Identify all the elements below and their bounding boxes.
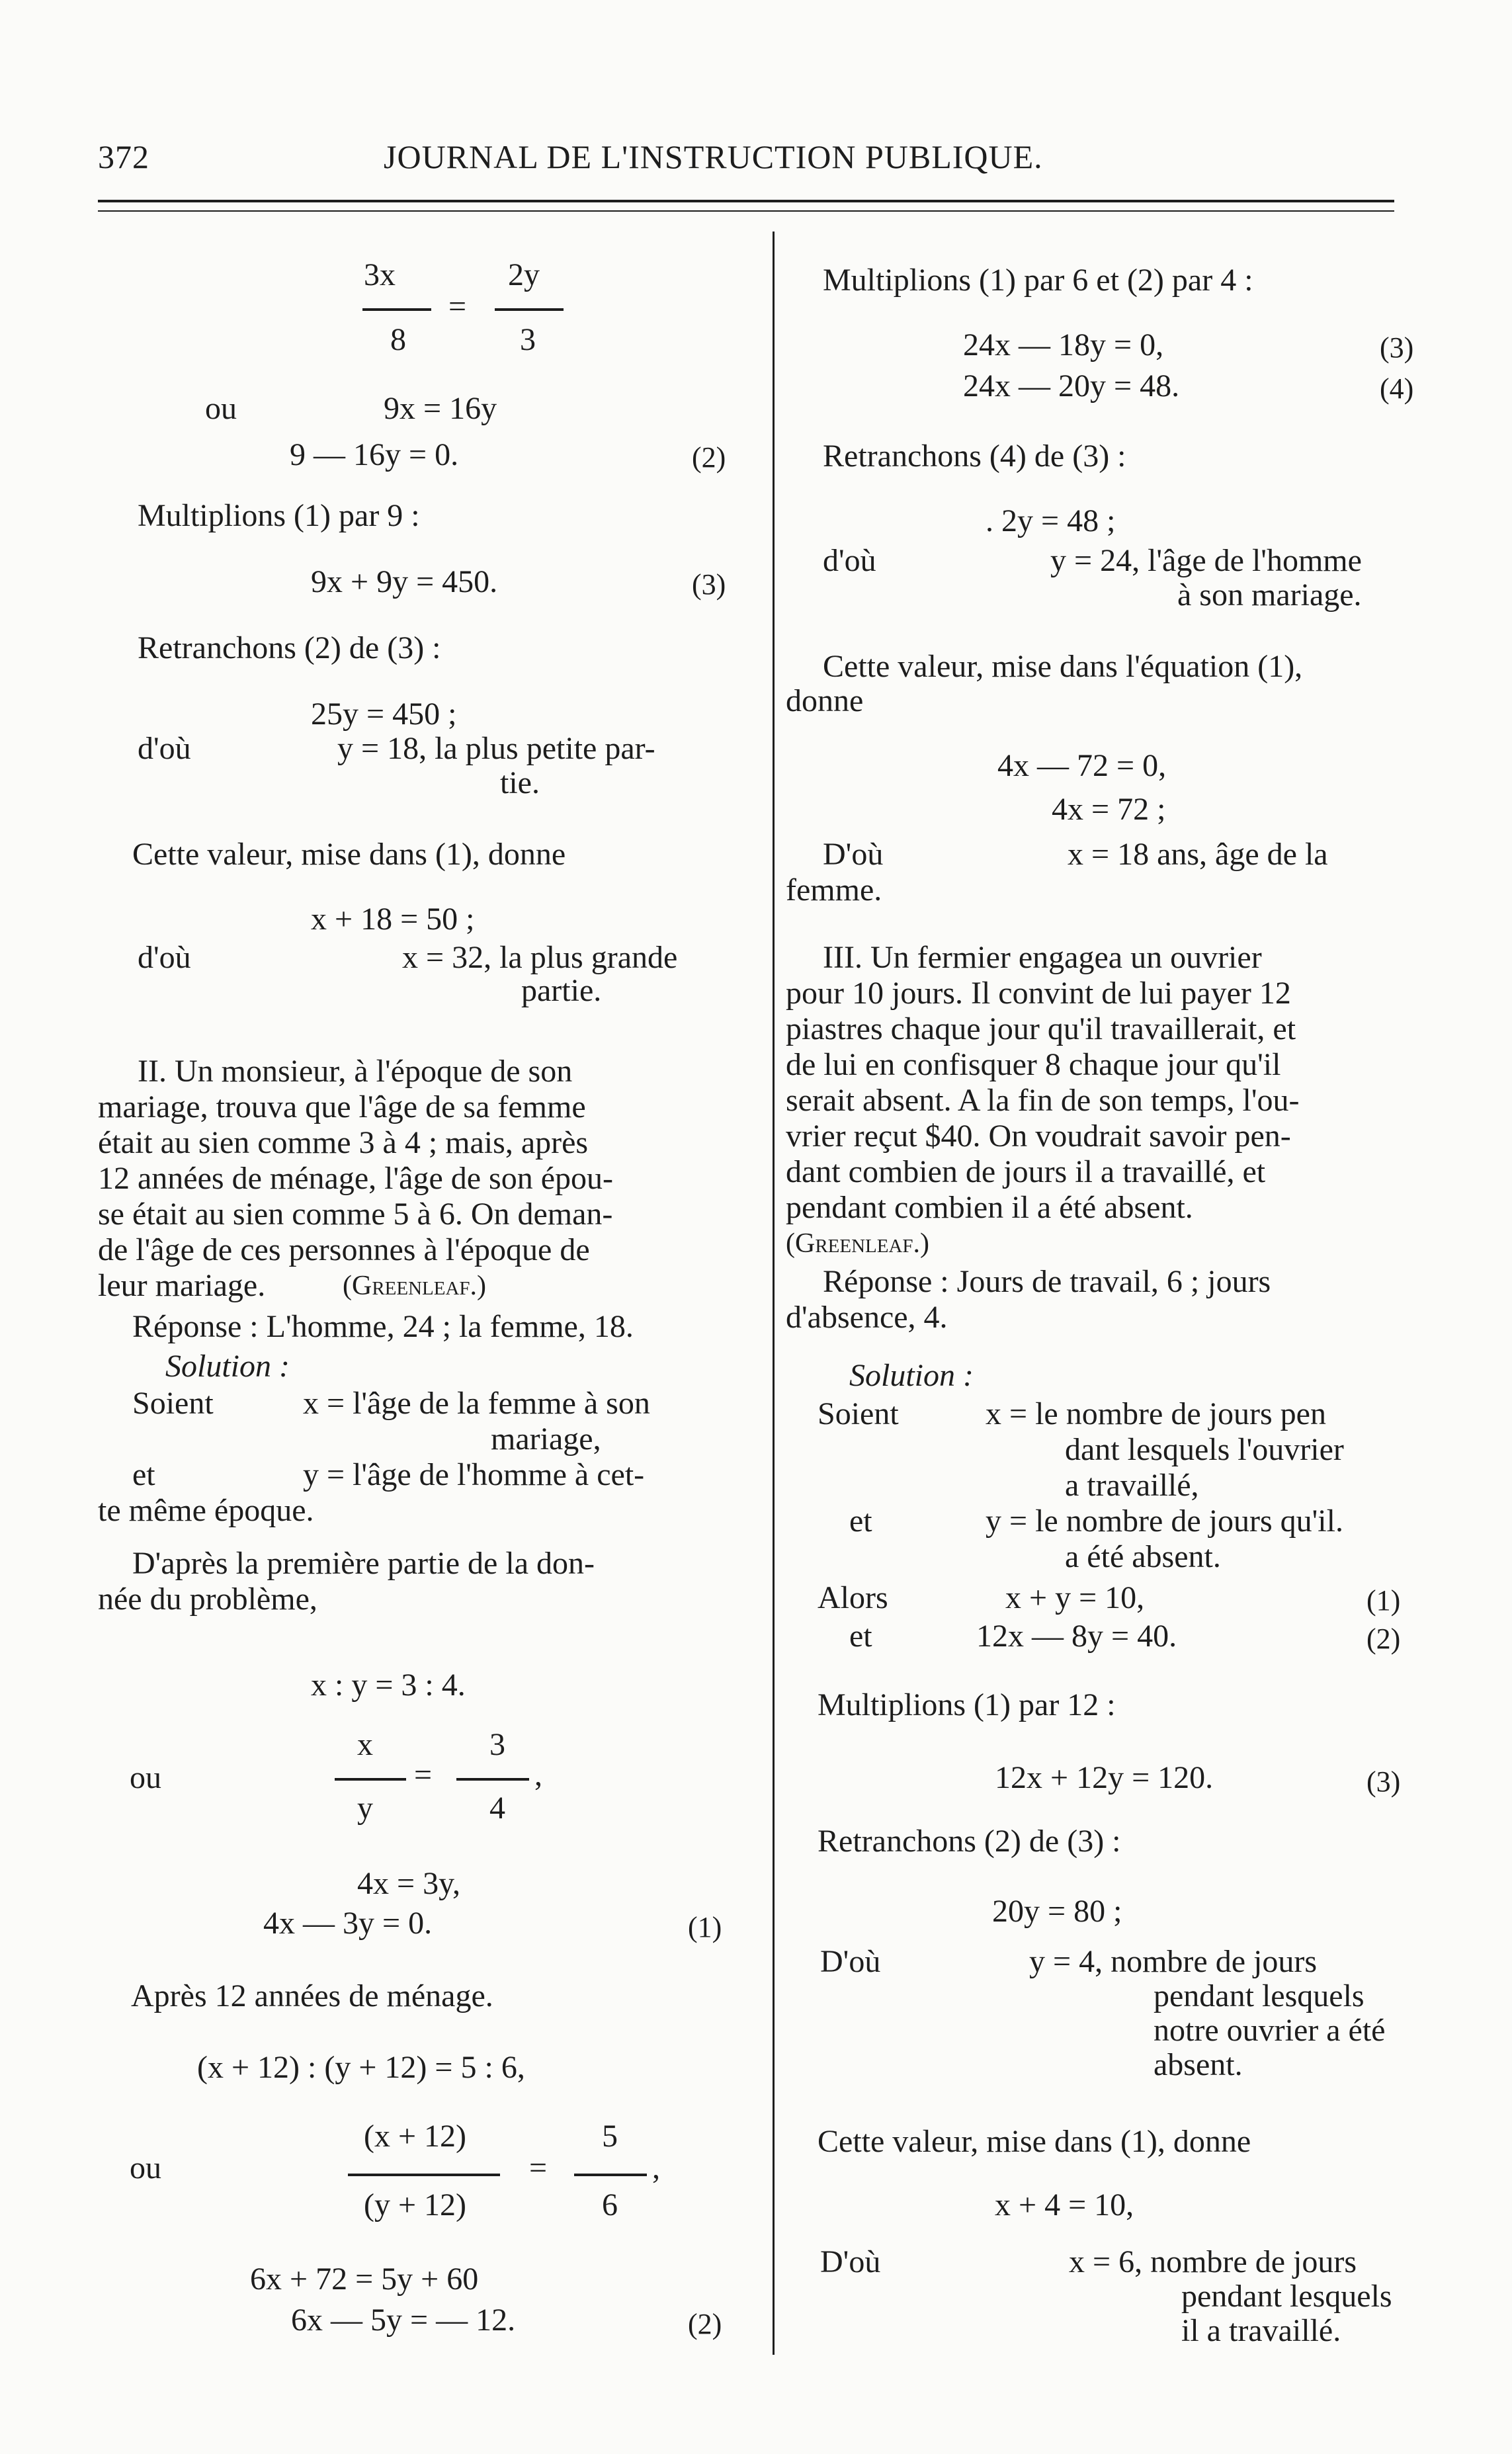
equation: x + 4 = 10, bbox=[995, 2187, 1134, 2222]
equation: y = 18, la plus petite par- bbox=[337, 731, 655, 766]
equation: 9x + 9y = 450. bbox=[311, 564, 498, 599]
dou-label: D'où bbox=[820, 2244, 881, 2279]
problem-line: se était au sien comme 5 à 6. On deman- bbox=[98, 1197, 613, 1232]
equation: x = 32, la plus grande bbox=[402, 940, 678, 975]
equation: 4x — 72 = 0, bbox=[997, 748, 1167, 783]
frac3-den-b: 6 bbox=[602, 2187, 618, 2222]
equation: 12x — 8y = 40. bbox=[976, 1619, 1177, 1654]
equation: 4x = 3y, bbox=[357, 1866, 460, 1901]
equation: pendant lesquels bbox=[1181, 2279, 1392, 2314]
equation: x + 18 = 50 ; bbox=[311, 902, 475, 937]
equation: partie. bbox=[521, 973, 602, 1008]
header-rule-thin bbox=[98, 210, 1394, 212]
dou-label: d'où bbox=[138, 940, 191, 975]
answer-line: d'absence, 4. bbox=[786, 1300, 948, 1335]
equation: x = 6, nombre de jours bbox=[1069, 2244, 1357, 2279]
journal-title: JOURNAL DE L'INSTRUCTION PUBLIQUE. bbox=[384, 138, 1043, 175]
equation: tie. bbox=[500, 765, 540, 800]
solution-heading: Solution : bbox=[849, 1358, 974, 1393]
dou-label: D'où bbox=[823, 837, 884, 872]
equation: il a travaillé. bbox=[1181, 2313, 1341, 2348]
frac2-equals: = bbox=[414, 1757, 433, 1793]
definition-line: a travaillé, bbox=[1065, 1468, 1199, 1503]
ou-label: ou bbox=[130, 1760, 161, 1795]
text-line: Après 12 années de ménage. bbox=[131, 1978, 493, 2013]
text-line: Cette valeur, mise dans (1), donne bbox=[132, 837, 566, 872]
equation-tag: (4) bbox=[1380, 372, 1414, 405]
equation: 4x — 3y = 0. bbox=[263, 1906, 433, 1941]
frac1-num-b: 2y bbox=[508, 257, 540, 292]
frac2-num-a: x bbox=[357, 1727, 373, 1762]
equation: 25y = 450 ; bbox=[311, 697, 457, 732]
text-line: donne bbox=[786, 683, 864, 718]
definition-line: y = l'âge de l'homme à cet- bbox=[303, 1457, 645, 1492]
problem-line: pour 10 jours. Il convint de lui payer 12 bbox=[786, 976, 1291, 1011]
problem-line: était au sien comme 3 à 4 ; mais, après bbox=[98, 1125, 589, 1160]
solution-heading: Solution : bbox=[165, 1349, 290, 1384]
frac3-num-a: (x + 12) bbox=[364, 2119, 467, 2154]
equation: notre ouvrier a été bbox=[1154, 2013, 1386, 2048]
equation-tag: (2) bbox=[688, 2308, 722, 2340]
frac3-bar-b bbox=[574, 2174, 647, 2176]
et-label: et bbox=[132, 1457, 155, 1492]
equation: 24x — 20y = 48. bbox=[963, 368, 1180, 403]
alors-label: Alors bbox=[818, 1580, 888, 1615]
problem-line: II. Un monsieur, à l'époque de son bbox=[138, 1054, 573, 1089]
equation: à son mariage. bbox=[1177, 577, 1362, 613]
equation-tag: (3) bbox=[1380, 331, 1414, 364]
dou-label: d'où bbox=[138, 731, 191, 766]
problem-line: de l'âge de ces personnes à l'époque de bbox=[98, 1232, 590, 1267]
equation-tag: (1) bbox=[1366, 1584, 1401, 1617]
header-rule-thick bbox=[98, 200, 1394, 202]
frac3-den-a: (y + 12) bbox=[364, 2187, 467, 2222]
dou-label: d'où bbox=[823, 543, 876, 578]
definition-line: x = l'âge de la femme à son bbox=[303, 1386, 650, 1421]
equation: absent. bbox=[1154, 2047, 1243, 2082]
definition-line: mariage, bbox=[491, 1421, 601, 1457]
soient-label: Soient bbox=[818, 1396, 899, 1431]
frac2-num-b: 3 bbox=[489, 1727, 505, 1762]
text-line: Retranchons (4) de (3) : bbox=[823, 439, 1126, 474]
equation: 9 — 16y = 0. bbox=[290, 437, 459, 472]
problem-line: serait absent. A la fin de son temps, l'ou- bbox=[786, 1083, 1300, 1118]
problem-line: 12 années de ménage, l'âge de son épou- bbox=[98, 1161, 614, 1196]
answer-line: Réponse : Jours de travail, 6 ; jours bbox=[823, 1264, 1271, 1299]
text-line: Retranchons (2) de (3) : bbox=[138, 630, 441, 665]
frac3-num-b: 5 bbox=[602, 2119, 618, 2154]
source-citation: (Greenleaf.) bbox=[786, 1228, 930, 1259]
equation: 12x + 12y = 120. bbox=[995, 1760, 1214, 1795]
frac1-den-b: 3 bbox=[520, 322, 536, 357]
text-line: Multiplions (1) par 6 et (2) par 4 : bbox=[823, 263, 1253, 298]
text-line: Cette valeur, mise dans l'équation (1), bbox=[823, 649, 1303, 684]
equation: x + y = 10, bbox=[1005, 1580, 1145, 1615]
equation-tag: (1) bbox=[688, 1911, 722, 1943]
frac1-den-a: 8 bbox=[390, 322, 406, 357]
frac1-bar-b bbox=[495, 308, 564, 311]
equation: . 2y = 48 ; bbox=[986, 503, 1116, 538]
problem-line: mariage, trouva que l'âge de sa femme bbox=[98, 1089, 586, 1124]
equation: pendant lesquels bbox=[1154, 1978, 1365, 2013]
et-label: et bbox=[849, 1619, 872, 1654]
equation: x = 18 ans, âge de la bbox=[1068, 837, 1328, 872]
equation: 9x = 16y bbox=[384, 391, 497, 426]
problem-line: III. Un fermier engagea un ouvrier bbox=[823, 940, 1262, 975]
frac2-bar-a bbox=[335, 1778, 406, 1781]
frac3-comma: , bbox=[652, 2150, 660, 2185]
equation-tag: (3) bbox=[692, 568, 726, 601]
source-citation: (Greenleaf.) bbox=[343, 1271, 487, 1301]
frac1-equals: = bbox=[448, 289, 467, 324]
problem-line: piastres chaque jour qu'il travaillerait, et bbox=[786, 1011, 1296, 1046]
frac2-den-a: y bbox=[357, 1791, 373, 1826]
problem-line: vrier reçut $40. On voudrait savoir pen- bbox=[786, 1119, 1291, 1154]
equation: x : y = 3 : 4. bbox=[311, 1668, 466, 1703]
equation: 20y = 80 ; bbox=[992, 1894, 1122, 1929]
equation: 24x — 18y = 0, bbox=[963, 327, 1164, 362]
problem-line: de lui en confisquer 8 chaque jour qu'il bbox=[786, 1047, 1281, 1082]
text-line: Multiplions (1) par 9 : bbox=[138, 498, 420, 533]
answer-line: Réponse : L'homme, 24 ; la femme, 18. bbox=[132, 1309, 634, 1344]
text-line: Retranchons (2) de (3) : bbox=[818, 1824, 1121, 1859]
text-line: Multiplions (1) par 12 : bbox=[818, 1687, 1116, 1722]
frac2-den-b: 4 bbox=[489, 1791, 505, 1826]
soient-label: Soient bbox=[132, 1386, 214, 1421]
et-label: et bbox=[849, 1503, 872, 1539]
equation: 6x — 5y = — 12. bbox=[291, 2303, 516, 2338]
definition-line: te même époque. bbox=[98, 1493, 314, 1528]
equation: y = 4, nombre de jours bbox=[1029, 1944, 1317, 1979]
text-line: femme. bbox=[786, 872, 882, 908]
definition-line: x = le nombre de jours pen bbox=[986, 1396, 1326, 1431]
frac3-bar-a bbox=[348, 2174, 500, 2176]
column-divider bbox=[773, 232, 775, 2355]
dou-label: D'où bbox=[820, 1944, 881, 1979]
ou-label: ou bbox=[130, 2150, 161, 2185]
equation: 6x + 72 = 5y + 60 bbox=[250, 2262, 479, 2297]
frac1-bar-a bbox=[362, 308, 431, 311]
equation: (x + 12) : (y + 12) = 5 : 6, bbox=[197, 2050, 525, 2085]
equation-tag: (2) bbox=[692, 441, 726, 474]
text-line: Cette valeur, mise dans (1), donne bbox=[818, 2124, 1251, 2159]
definition-line: dant lesquels l'ouvrier bbox=[1065, 1432, 1344, 1467]
frac2-comma: , bbox=[534, 1757, 542, 1793]
equation: y = 24, l'âge de l'homme bbox=[1050, 543, 1362, 578]
equation: 4x = 72 ; bbox=[1052, 792, 1166, 827]
definition-line: a été absent. bbox=[1065, 1539, 1221, 1574]
definition-line: y = le nombre de jours qu'il. bbox=[986, 1503, 1343, 1539]
equation-tag: (2) bbox=[1366, 1623, 1401, 1655]
frac3-equals: = bbox=[529, 2150, 548, 2185]
text-line: née du problème, bbox=[98, 1582, 317, 1617]
text-line: D'après la première partie de la don- bbox=[132, 1546, 595, 1581]
equation-tag: (3) bbox=[1366, 1765, 1401, 1798]
problem-line: leur mariage. bbox=[98, 1268, 266, 1303]
page-number: 372 bbox=[98, 138, 149, 175]
ou-label: ou bbox=[205, 391, 237, 426]
problem-line: pendant combien il a été absent. bbox=[786, 1190, 1193, 1225]
problem-line: dant combien de jours il a travaillé, et bbox=[786, 1154, 1266, 1189]
frac2-bar-b bbox=[456, 1778, 529, 1781]
frac1-num-a: 3x bbox=[364, 257, 396, 292]
